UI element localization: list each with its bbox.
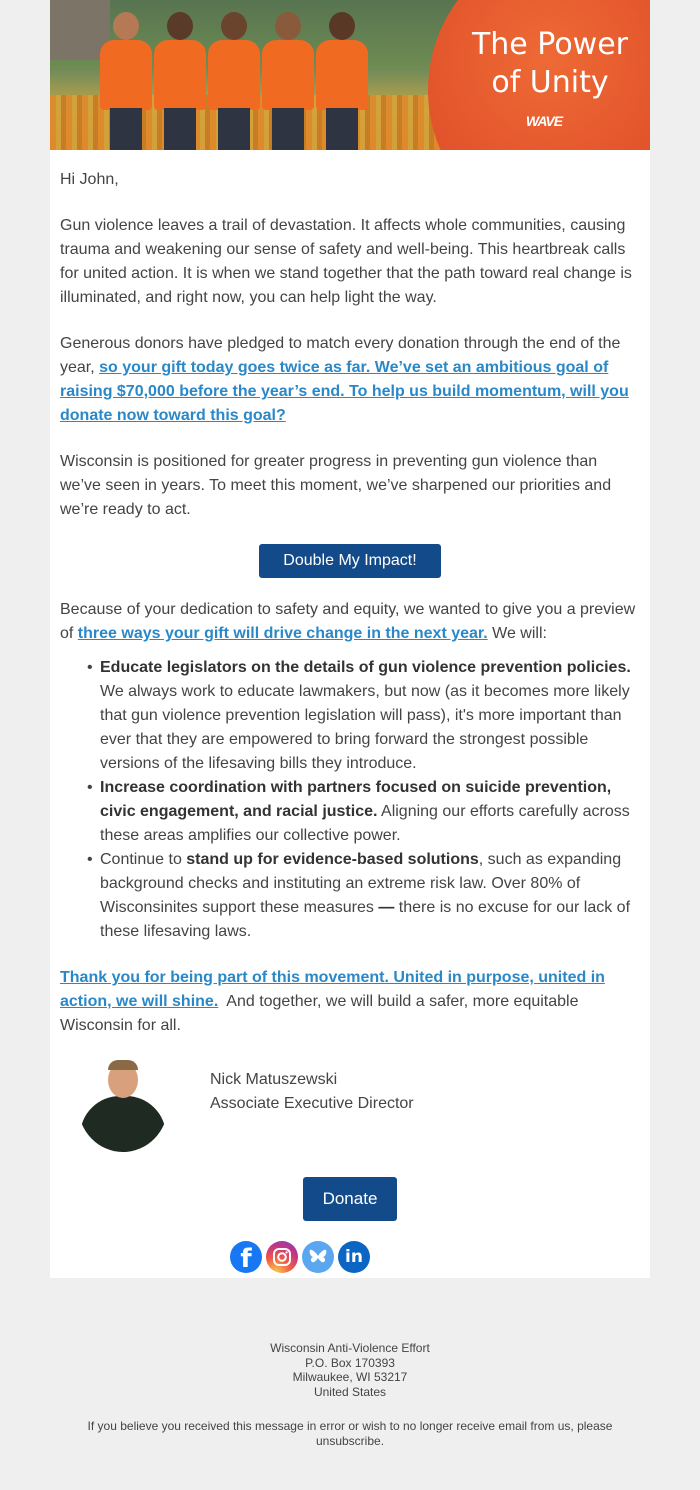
linkedin-icon[interactable]: in — [338, 1241, 370, 1273]
hero-title-line2: of Unity — [491, 65, 609, 100]
signer-photo — [78, 1058, 168, 1152]
preview-paragraph — [60, 598, 640, 646]
hero-person — [262, 12, 314, 150]
preview-end: We will: — [487, 625, 547, 642]
wave-logo: WAVE — [525, 113, 563, 129]
footer-note — [70, 1419, 630, 1448]
match-paragraph — [60, 332, 640, 428]
way-3-text-b: there is no excuse for our lack of these lifesaving laws. — [100, 899, 631, 940]
list-item — [100, 656, 640, 776]
hero-person — [100, 12, 152, 150]
three-ways-link[interactable]: three ways your gift will drive change in the next year. — [77, 625, 488, 642]
double-impact-button[interactable]: Double My Impact! — [259, 544, 441, 578]
list-item — [100, 848, 640, 944]
closing-text: And together, we will build a safer, more equitable Wisconsin for all. — [60, 993, 583, 1034]
footer-org: Wisconsin Anti-Violence Effort — [270, 1341, 430, 1355]
ways-list — [60, 656, 640, 944]
email-footer — [70, 1341, 630, 1448]
footer-note-text: If you believe you received this message in error or wish to no longer receive email from us, please — [87, 1419, 613, 1433]
facebook-icon[interactable]: f — [230, 1241, 262, 1273]
hero-title-line1: The Power — [471, 27, 629, 62]
way-2-text: Aligning our efforts carefully across these areas amplifies our collective power. — [100, 803, 630, 844]
hero-title — [450, 26, 650, 102]
email-card — [50, 0, 650, 1278]
social-links — [230, 1241, 370, 1273]
greeting: Hi John, — [60, 171, 119, 188]
preview-text: Because of your dedication to safety and equity, we wanted to give you a preview of — [60, 601, 636, 642]
footer-box: P.O. Box 170393 — [305, 1355, 395, 1370]
footer-country: United States — [313, 1384, 387, 1399]
instagram-icon[interactable] — [266, 1241, 298, 1273]
closing-paragraph — [60, 966, 640, 1038]
way-2-bold: Increase coordination with partners focused on suicide prevention, civic engagement, and racial justice. — [100, 779, 612, 820]
list-item — [100, 776, 640, 848]
way-1-bold: Educate legislators on the details of gun violence prevention policies. — [100, 659, 631, 676]
way-3-text-a: , such as expanding background checks and instituting an extreme risk law. Over 80% of Wisconsinites support these measures — [100, 851, 622, 916]
hero-person — [154, 12, 206, 150]
signature — [60, 1058, 640, 1168]
email-body — [60, 168, 640, 1168]
footer-note-end: . — [380, 1433, 385, 1448]
hero-person — [208, 12, 260, 150]
intro-paragraph: Gun violence leaves a trail of devastation. It affects whole communities, causing trauma and weakening our sense of safety and well-being. This heartbreak calls for united action. It is when we stand together that the path toward real change is illuminated, and right now, you can help light the way. — [60, 217, 632, 306]
way-1-text: We always work to educate lawmakers, but now (as it becomes more likely that gun violence prevention legislation will pass), it's more important than ever that they are empowered to bring forward the strongest possible versions of the lifesaving bills they introduce. — [100, 683, 630, 772]
way-3-bold: stand up for evidence-based solutions — [186, 851, 479, 868]
unsubscribe-link[interactable]: unsubscribe — [315, 1433, 381, 1448]
progress-paragraph: Wisconsin is positioned for greater progress in preventing gun violence than we’ve seen in years. To meet this moment, we’ve sharpened our priorities and we’re ready to act. — [60, 453, 612, 518]
way-3-pre: Continue to — [100, 851, 187, 868]
thank-you-link[interactable]: Thank you for being part of this movement. United in purpose, united in action, we will shine. — [60, 969, 605, 1010]
goal-link[interactable]: so your gift today goes twice as far. We’ve set an ambitious goal of raising $70,000 before the year’s end. To help us build momentum, will you donate now toward this goal? — [60, 359, 629, 424]
hero-banner — [50, 0, 650, 150]
donate-button[interactable]: Donate — [303, 1177, 397, 1221]
match-text: Generous donors have pledged to match every donation through the end of the year, — [60, 335, 621, 376]
footer-city: Milwaukee, WI 53217 — [292, 1370, 408, 1384]
footer-address — [70, 1341, 630, 1399]
way-3-dash: — — [378, 899, 395, 916]
hero-person — [316, 12, 368, 150]
signer-title: Associate Executive Director — [210, 1095, 414, 1112]
signer-name: Nick Matuszewski — [210, 1071, 338, 1088]
bluesky-icon[interactable] — [302, 1241, 334, 1273]
